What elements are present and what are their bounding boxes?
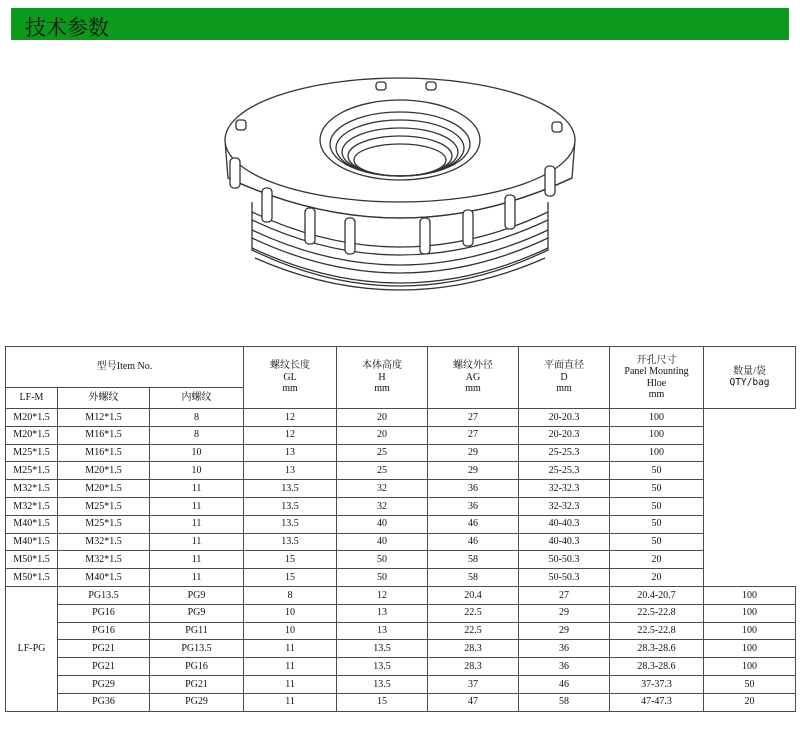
table-row [6, 480, 796, 498]
header-model: 型号Item No. [6, 347, 244, 388]
cell-qty: 100 [704, 640, 796, 658]
cell-ag: 40 [337, 515, 428, 533]
cell-h: 12 [244, 409, 337, 427]
cell-h: 13.5 [244, 515, 337, 533]
cell-outer-thread: M25*1.5 [6, 444, 58, 462]
table-row [6, 622, 796, 640]
cell-qty: 50 [610, 515, 704, 533]
cell-inner-thread: M16*1.5 [58, 444, 150, 462]
table-row [6, 569, 796, 587]
cell-outer-thread: M32*1.5 [6, 480, 58, 498]
cell-hole: 32-32.3 [519, 480, 610, 498]
cell-d: 29 [428, 462, 519, 480]
cell-hole: 20-20.3 [519, 409, 610, 427]
header-gl: 螺纹长度 GL mm [244, 347, 337, 409]
cell-ag: 25 [337, 444, 428, 462]
section-title: 技术参数 [25, 16, 109, 40]
table-row [6, 444, 796, 462]
table-row [6, 675, 796, 693]
cell-hole: 47-47.3 [610, 693, 704, 711]
table-row [6, 640, 796, 658]
cell-hole: 22.5-22.8 [610, 604, 704, 622]
cell-outer-thread: PG16 [58, 604, 150, 622]
cell-ag: 50 [337, 551, 428, 569]
cell-qty: 50 [610, 533, 704, 551]
cell-outer-thread: PG21 [58, 658, 150, 676]
table-row [6, 462, 796, 480]
cell-inner-thread: PG29 [150, 693, 244, 711]
cell-qty: 100 [704, 622, 796, 640]
cell-inner-thread: PG13.5 [150, 640, 244, 658]
cell-qty: 50 [610, 462, 704, 480]
table-row [6, 409, 796, 427]
section-header-banner [11, 8, 789, 40]
cell-h: 13 [244, 444, 337, 462]
table-row [6, 658, 796, 676]
cell-d: 29 [519, 622, 610, 640]
cell-qty: 20 [610, 551, 704, 569]
cell-d: 58 [428, 551, 519, 569]
cell-h: 15 [244, 569, 337, 587]
cell-h: 12 [337, 586, 428, 604]
cell-inner-thread: M12*1.5 [58, 409, 150, 427]
header-inner-thread: 内螺纹 [150, 388, 244, 409]
cell-outer-thread: M20*1.5 [6, 426, 58, 444]
cell-qty: 100 [610, 426, 704, 444]
cell-d: 27 [519, 586, 610, 604]
cell-d: 58 [428, 569, 519, 587]
cell-gl: 11 [244, 693, 337, 711]
cell-inner-thread: M25*1.5 [58, 497, 150, 515]
table-row [6, 693, 796, 711]
cell-h: 13.5 [337, 658, 428, 676]
cell-qty: 20 [704, 693, 796, 711]
cell-inner-thread: M32*1.5 [58, 551, 150, 569]
cell-qty: 50 [704, 675, 796, 693]
cell-hole: 50-50.3 [519, 569, 610, 587]
cell-qty: 100 [704, 586, 796, 604]
cell-hole: 22.5-22.8 [610, 622, 704, 640]
cell-inner-thread: PG11 [150, 622, 244, 640]
cell-gl: 11 [150, 480, 244, 498]
header-outer-thread: 外螺纹 [58, 388, 150, 409]
cell-gl: 10 [244, 604, 337, 622]
cell-h: 13 [337, 622, 428, 640]
cell-hole: 25-25.3 [519, 444, 610, 462]
table-row [6, 586, 796, 604]
cell-inner-thread: M20*1.5 [58, 462, 150, 480]
cell-inner-thread: PG16 [150, 658, 244, 676]
cell-h: 13.5 [337, 640, 428, 658]
cell-ag: 25 [337, 462, 428, 480]
cell-hole: 40-40.3 [519, 515, 610, 533]
cell-gl: 8 [150, 409, 244, 427]
cell-outer-thread: PG36 [58, 693, 150, 711]
header-qty: 数量/袋 QTY/bag [704, 347, 796, 409]
cell-ag: 20 [337, 409, 428, 427]
cell-gl: 8 [244, 586, 337, 604]
cell-h: 13.5 [244, 480, 337, 498]
cell-ag: 47 [428, 693, 519, 711]
cell-d: 46 [428, 533, 519, 551]
cell-gl: 10 [150, 462, 244, 480]
cell-inner-thread: PG9 [150, 586, 244, 604]
cell-d: 46 [519, 675, 610, 693]
table-row [6, 515, 796, 533]
cell-outer-thread: PG16 [58, 622, 150, 640]
cell-hole: 25-25.3 [519, 462, 610, 480]
cell-d: 36 [519, 640, 610, 658]
cell-d: 36 [519, 658, 610, 676]
cell-hole: 40-40.3 [519, 533, 610, 551]
cell-h: 13 [337, 604, 428, 622]
cell-qty: 100 [704, 658, 796, 676]
table-row [6, 533, 796, 551]
cell-gl: 11 [150, 569, 244, 587]
cell-hole: 32-32.3 [519, 497, 610, 515]
cell-d: 27 [428, 409, 519, 427]
cell-outer-thread: PG13.5 [58, 586, 150, 604]
cell-inner-thread: M40*1.5 [58, 569, 150, 587]
cell-d: 58 [519, 693, 610, 711]
cell-ag: 37 [428, 675, 519, 693]
cell-gl: 10 [150, 444, 244, 462]
cell-d: 36 [428, 497, 519, 515]
cell-ag: 28.3 [428, 658, 519, 676]
cell-hole: 28.3-28.6 [610, 640, 704, 658]
cell-h: 13.5 [337, 675, 428, 693]
cell-inner-thread: M20*1.5 [58, 480, 150, 498]
cell-outer-thread: PG21 [58, 640, 150, 658]
cell-inner-thread: PG9 [150, 604, 244, 622]
group-label-lf-pg: LF-PG [6, 586, 58, 711]
cell-ag: 28.3 [428, 640, 519, 658]
cell-outer-thread: PG29 [58, 675, 150, 693]
cell-outer-thread: M32*1.5 [6, 497, 58, 515]
cell-d: 29 [519, 604, 610, 622]
table-row [6, 426, 796, 444]
cell-d: 46 [428, 515, 519, 533]
cell-hole: 20-20.3 [519, 426, 610, 444]
cell-gl: 8 [150, 426, 244, 444]
cell-qty: 100 [704, 604, 796, 622]
cell-qty: 50 [610, 497, 704, 515]
cell-ag: 22.5 [428, 622, 519, 640]
cell-inner-thread: M16*1.5 [58, 426, 150, 444]
cell-gl: 11 [150, 533, 244, 551]
cell-ag: 22.5 [428, 604, 519, 622]
table-row [6, 604, 796, 622]
cell-ag: 32 [337, 480, 428, 498]
cell-qty: 100 [610, 444, 704, 462]
cell-gl: 11 [244, 658, 337, 676]
header-ag: 螺纹外径 AG mm [428, 347, 519, 409]
cell-gl: 11 [150, 551, 244, 569]
cell-h: 13 [244, 462, 337, 480]
header-h: 本体高度 H mm [337, 347, 428, 409]
cell-ag: 20.4 [428, 586, 519, 604]
header-hole: 开孔尺寸 Panel Mounting Hloe mm [610, 347, 704, 409]
cell-inner-thread: M32*1.5 [58, 533, 150, 551]
cell-hole: 50-50.3 [519, 551, 610, 569]
cell-outer-thread: M20*1.5 [6, 409, 58, 427]
cell-outer-thread: M40*1.5 [6, 515, 58, 533]
cell-gl: 11 [150, 515, 244, 533]
cell-h: 13.5 [244, 533, 337, 551]
group-label-lf-m: LF-M [6, 388, 58, 409]
cell-inner-thread: M25*1.5 [58, 515, 150, 533]
cell-d: 29 [428, 444, 519, 462]
reducer-fitting-illustration [200, 60, 600, 320]
cell-gl: 11 [244, 640, 337, 658]
cell-outer-thread: M50*1.5 [6, 551, 58, 569]
header-d: 平面直径 D mm [519, 347, 610, 409]
cell-gl: 10 [244, 622, 337, 640]
cell-d: 36 [428, 480, 519, 498]
cell-ag: 50 [337, 569, 428, 587]
cell-gl: 11 [150, 497, 244, 515]
cell-outer-thread: M50*1.5 [6, 569, 58, 587]
cell-ag: 40 [337, 533, 428, 551]
cell-h: 13.5 [244, 497, 337, 515]
cell-ag: 20 [337, 426, 428, 444]
cell-hole: 28.3-28.6 [610, 658, 704, 676]
cell-h: 15 [244, 551, 337, 569]
technical-parameters-table [5, 346, 796, 712]
cell-gl: 11 [244, 675, 337, 693]
cell-qty: 50 [610, 480, 704, 498]
cell-outer-thread: M40*1.5 [6, 533, 58, 551]
cell-d: 27 [428, 426, 519, 444]
cell-h: 15 [337, 693, 428, 711]
cell-hole: 20.4-20.7 [610, 586, 704, 604]
cell-inner-thread: PG21 [150, 675, 244, 693]
cell-qty: 20 [610, 569, 704, 587]
table-row [6, 497, 796, 515]
cell-h: 12 [244, 426, 337, 444]
cell-ag: 32 [337, 497, 428, 515]
cell-qty: 100 [610, 409, 704, 427]
cell-hole: 37-37.3 [610, 675, 704, 693]
table-row [6, 551, 796, 569]
cell-outer-thread: M25*1.5 [6, 462, 58, 480]
